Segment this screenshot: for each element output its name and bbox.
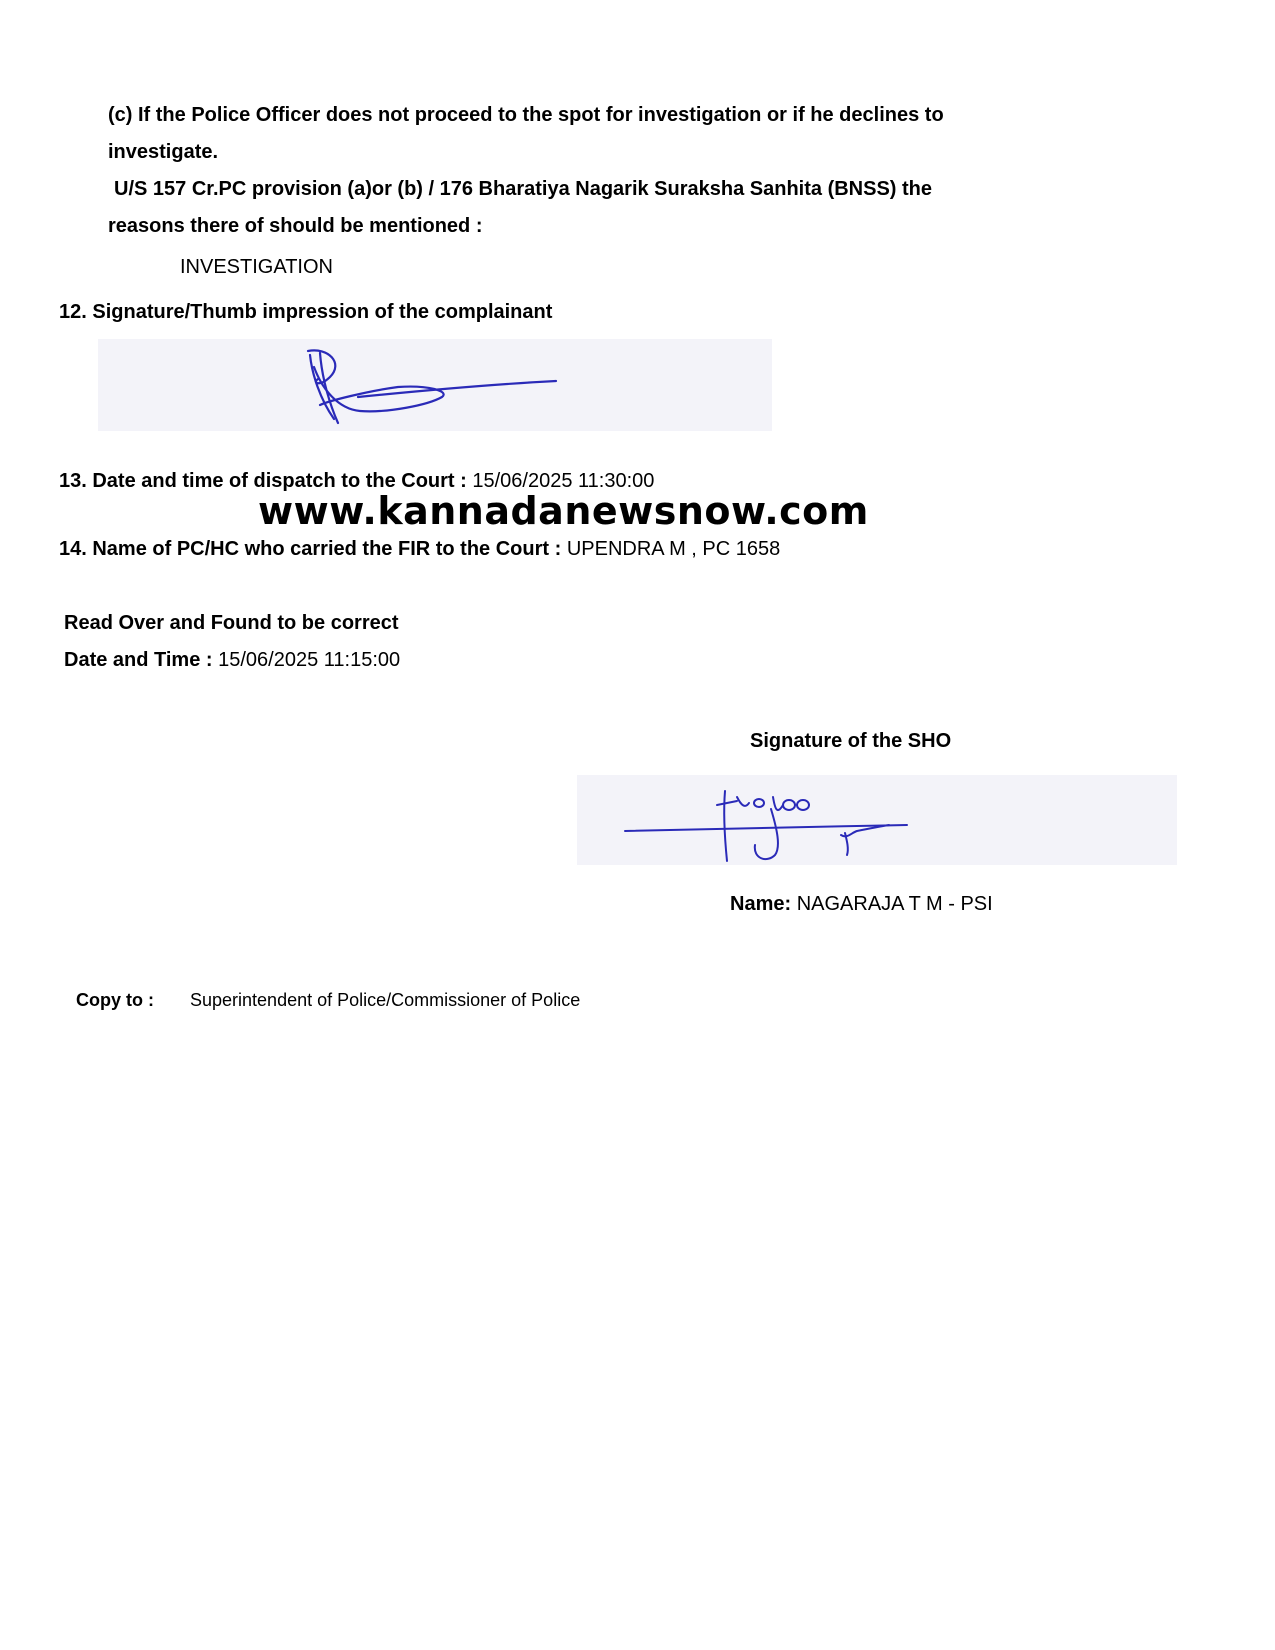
item14-value: UPENDRA M , PC 1658 bbox=[566, 538, 781, 560]
read-over-datetime bbox=[64, 649, 400, 672]
sho-name bbox=[730, 893, 993, 916]
item13-label: 13. Date and time of dispatch to the Court : bbox=[59, 470, 467, 492]
sho-heading: Signature of the SHO bbox=[750, 730, 952, 752]
sho-signature-box bbox=[577, 775, 1177, 865]
section-c-value: INVESTIGATION bbox=[180, 256, 333, 278]
section-c-line3: U/S 157 Cr.PC provision (a)or (b) / 176 Bharatiya Nagarik Suraksha Sanhita (BNSS) the bbox=[114, 178, 933, 200]
copy-to-label: Copy to : bbox=[76, 990, 154, 1010]
item14 bbox=[59, 538, 780, 561]
complainant-signature-box bbox=[98, 339, 772, 431]
item12-label: 12. Signature/Thumb impression of the complainant bbox=[59, 301, 553, 323]
read-over-datetime-label: Date and Time : bbox=[64, 649, 213, 671]
section-c-line4: reasons there of should be mentioned : bbox=[108, 215, 483, 237]
section-c-line1: (c) If the Police Officer does not proceed to the spot for investigation or if he declines to bbox=[108, 104, 944, 126]
sho-name-value: NAGARAJA T M - PSI bbox=[796, 893, 993, 915]
complainant-signature bbox=[98, 339, 772, 431]
watermark-url: www.kannadanewsnow.com bbox=[258, 489, 869, 533]
sho-name-label: Name: bbox=[730, 893, 792, 915]
item13-value: 15/06/2025 11:30:00 bbox=[472, 470, 655, 492]
copy-to-value: Superintendent of Police/Commissioner of Police bbox=[190, 990, 581, 1010]
read-over-datetime-value: 15/06/2025 11:15:00 bbox=[218, 649, 401, 671]
read-over-heading: Read Over and Found to be correct bbox=[64, 612, 399, 634]
item14-label: 14. Name of PC/HC who carried the FIR to the Court : bbox=[59, 538, 562, 560]
section-c-line2: investigate. bbox=[108, 141, 219, 163]
sho-signature bbox=[577, 775, 1177, 865]
